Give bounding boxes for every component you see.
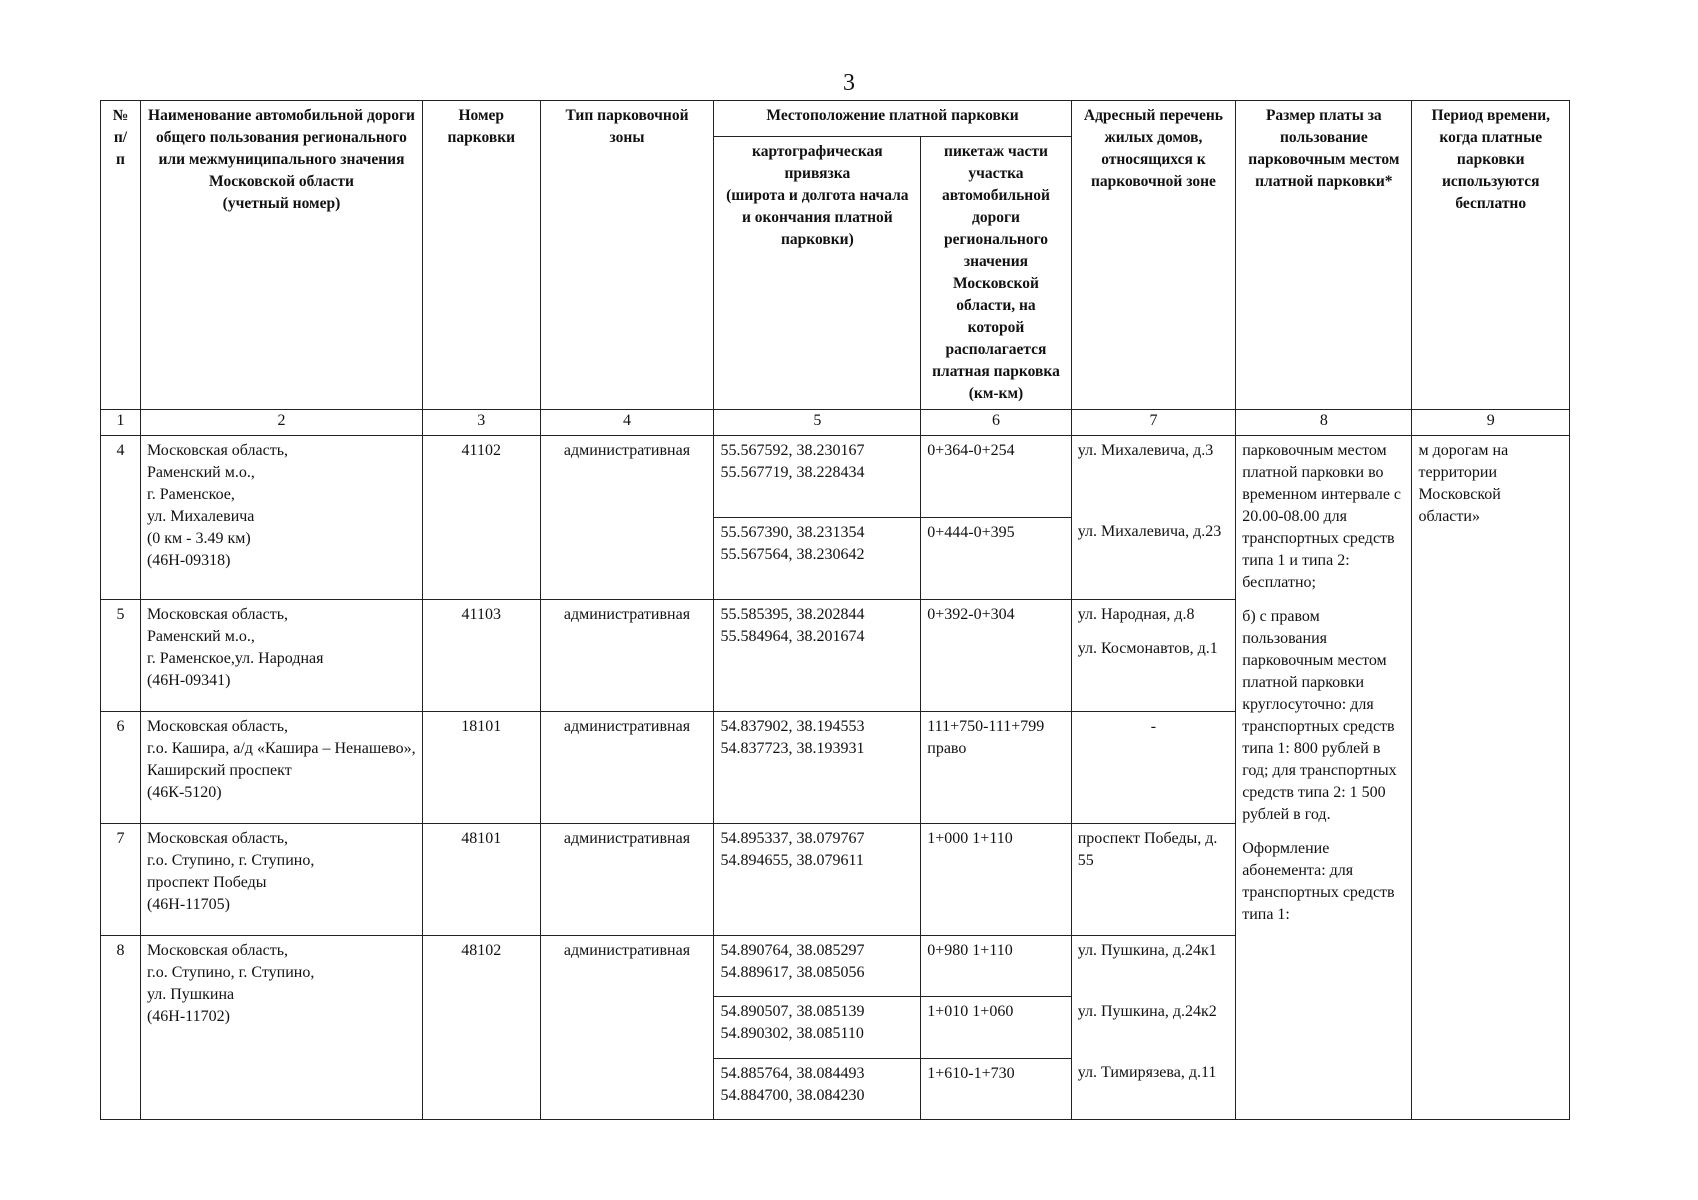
col-number: 8 (1236, 409, 1412, 436)
coord-start: 55.585395, 38.202844 (720, 605, 865, 623)
coords-cell (714, 517, 921, 599)
header-row-1 (101, 101, 1570, 137)
column-number-row (101, 409, 1570, 436)
coord-end: 54.837723, 38.193931 (720, 739, 865, 757)
road-line: (46Н-11705) (146, 895, 230, 913)
road-cell (140, 711, 422, 823)
address-cell: ул. Михалевича, д.3 (1071, 436, 1236, 518)
picket-cell: 1+010 1+060 (921, 997, 1071, 1058)
road-line: ул. Михалевича (146, 508, 255, 526)
fee-paragraph: Оформление абонемента: для транспортных средств типа 1: (1242, 840, 1395, 924)
road-line: г.о. Ступино, г. Ступино, (146, 851, 315, 869)
table-row (101, 436, 1570, 518)
header-cartographic: картографическая привязка (широта и долгота начала и окончания платной парковки) (714, 136, 921, 409)
address-line: ул. Народная, д.8 (1077, 605, 1195, 623)
zone-type: административная (540, 436, 714, 599)
coord-end: 54.894655, 38.079611 (720, 851, 864, 869)
picket-cell: 1+610-1+730 (921, 1058, 1071, 1119)
coord-end: 55.584964, 38.201674 (720, 627, 865, 645)
page-number: 3 (843, 70, 855, 96)
road-line: Московская область, (146, 829, 289, 847)
parking-number: 18101 (423, 711, 541, 823)
coord-start: 54.837902, 38.194553 (720, 717, 865, 735)
coord-start: 55.567592, 38.230167 (720, 442, 865, 460)
address-cell (1071, 599, 1236, 711)
road-cell (140, 599, 422, 711)
picket-cell: 111+750-111+799 право (921, 711, 1071, 823)
picket-cell: 0+364-0+254 (921, 436, 1071, 518)
address-line: ул. Космонавтов, д.1 (1077, 639, 1218, 657)
coords-cell (714, 997, 921, 1058)
fee-paragraph: парковочным местом платной парковки во временном интервале с 20.00-08.00 для транспортных средств типа 1 и типа 2: бесплатно; (1242, 442, 1402, 592)
road-line: (46Н-09318) (146, 552, 231, 570)
address-cell: проспект Победы, д. 55 (1071, 823, 1236, 935)
col-number: 4 (540, 409, 714, 436)
col-number: 1 (101, 409, 141, 436)
address-cell: - (1071, 711, 1236, 823)
road-line: Раменский м.о., (146, 627, 255, 645)
header-free-period: Период времени, когда платные парковки используются бесплатно (1412, 101, 1570, 410)
header-addresses: Адресный перечень жилых домов, относящихся к парковочной зоне (1071, 101, 1236, 410)
col-number: 2 (140, 409, 422, 436)
parking-number: 48101 (423, 823, 541, 935)
row-num: 7 (101, 823, 141, 935)
header-zone-type: Тип парковочной зоны (540, 101, 714, 410)
address-cell: ул. Пушкина, д.24к1 (1071, 936, 1236, 997)
header-fee: Размер платы за пользование парковочным местом платной парковки* (1236, 101, 1412, 410)
road-line: Московская область, (146, 717, 289, 735)
parking-table (100, 100, 1570, 1120)
road-cell (140, 823, 422, 935)
coord-start: 54.890507, 38.085139 (720, 1003, 865, 1021)
road-line: ул. Пушкина (146, 986, 235, 1004)
fee-paragraph: б) с правом пользования парковочным местом платной парковки круглосуточно: для транспортных средств типа 1: 800 рублей в год; для транспортных средств типа 2: 1 500 рублей в год. (1242, 608, 1397, 824)
road-line: (0 км - 3.49 км) (146, 530, 251, 548)
road-line: (46Н-11702) (146, 1008, 230, 1026)
coords-cell (714, 823, 921, 935)
row-num: 8 (101, 936, 141, 1120)
picket-cell: 1+000 1+110 (921, 823, 1071, 935)
address-cell: ул. Михалевича, д.23 (1071, 517, 1236, 599)
coords-cell (714, 936, 921, 997)
zone-type: административная (540, 599, 714, 711)
col-number: 3 (423, 409, 541, 436)
header-picket: пикетаж части участка автомобильной дороги регионального значения Московской области, на которой располагается платная парковка (км-км) (921, 136, 1071, 409)
road-line: г.о. Ступино, г. Ступино, (146, 964, 315, 982)
road-line: (46Н-09341) (146, 671, 231, 689)
col-number: 6 (921, 409, 1071, 436)
zone-type: административная (540, 823, 714, 935)
coord-end: 54.890302, 38.085110 (720, 1025, 864, 1043)
road-line: проспект Победы (146, 873, 267, 891)
parking-number: 41103 (423, 599, 541, 711)
coords-cell (714, 436, 921, 518)
picket-cell: 0+444-0+395 (921, 517, 1071, 599)
coord-end: 54.884700, 38.084230 (720, 1086, 865, 1104)
road-cell (140, 936, 422, 1120)
coord-start: 55.567390, 38.231354 (720, 523, 865, 541)
coord-end: 55.567564, 38.230642 (720, 545, 865, 563)
header-parking-number: Номер парковки (423, 101, 541, 410)
road-line: Московская область, (146, 605, 289, 623)
coord-start: 54.895337, 38.079767 (720, 829, 865, 847)
col-number: 9 (1412, 409, 1570, 436)
header-road: Наименование автомобильной дороги общего пользования регионального или межмуниципального значения Московской области (учетный номер) (140, 101, 422, 410)
free-period-cell: м дорогам на территории Московской области» (1412, 436, 1570, 1120)
header-num: № п/ п (101, 101, 141, 410)
row-num: 5 (101, 599, 141, 711)
coords-cell (714, 599, 921, 711)
zone-type: административная (540, 711, 714, 823)
zone-type: административная (540, 936, 714, 1120)
road-line: г. Раменское,ул. Народная (146, 649, 324, 667)
row-num: 4 (101, 436, 141, 599)
address-cell: ул. Тимирязева, д.11 (1071, 1058, 1236, 1119)
coord-start: 54.890764, 38.085297 (720, 942, 865, 960)
header-location: Местоположение платной парковки (714, 101, 1071, 137)
road-line: г.о. Кашира, а/д «Кашира – Ненашево», Каширский проспект (146, 739, 416, 779)
col-number: 5 (714, 409, 921, 436)
address-cell: ул. Пушкина, д.24к2 (1071, 997, 1236, 1058)
road-cell (140, 436, 422, 599)
road-line: Московская область, (146, 442, 289, 460)
parking-number: 41102 (423, 436, 541, 599)
coord-end: 54.889617, 38.085056 (720, 964, 865, 982)
col-number: 7 (1071, 409, 1236, 436)
coord-start: 54.885764, 38.084493 (720, 1064, 865, 1082)
road-line: Раменский м.о., (146, 464, 255, 482)
row-num: 6 (101, 711, 141, 823)
road-line: г. Раменское, (146, 486, 235, 504)
parking-number: 48102 (423, 936, 541, 1120)
coord-end: 55.567719, 38.228434 (720, 464, 865, 482)
coords-cell (714, 1058, 921, 1119)
fee-cell (1236, 436, 1412, 1120)
coords-cell (714, 711, 921, 823)
road-line: (46К-5120) (146, 783, 222, 801)
picket-cell: 0+980 1+110 (921, 936, 1071, 997)
picket-cell: 0+392-0+304 (921, 599, 1071, 711)
road-line: Московская область, (146, 942, 289, 960)
